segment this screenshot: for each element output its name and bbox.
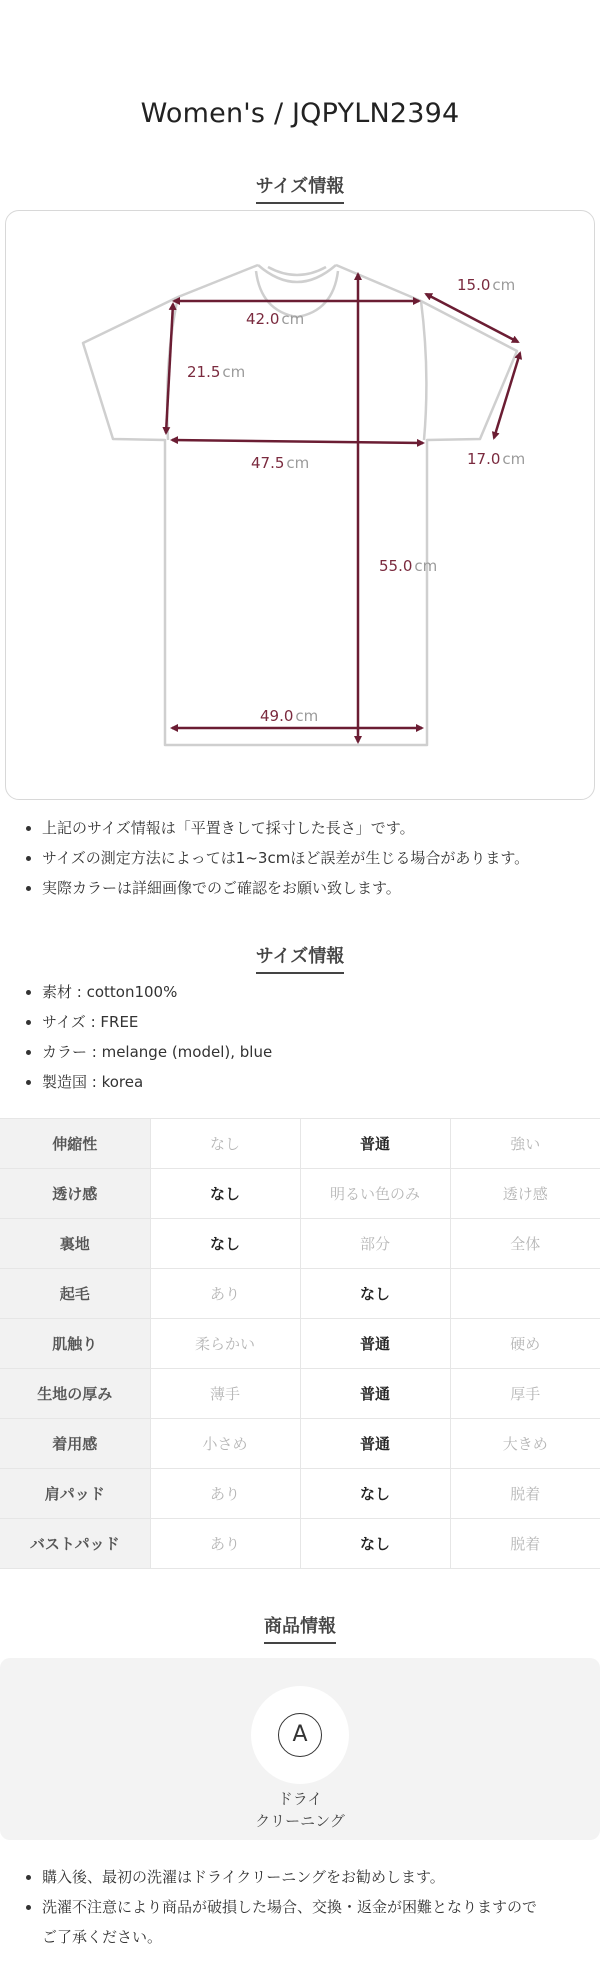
attribute-label: バストパッド <box>0 1519 150 1569</box>
sleeve-opening-label <box>467 450 525 468</box>
product-info-heading-text: 商品情報 <box>264 1612 336 1644</box>
care-instructions-box <box>0 1658 600 1840</box>
unit-text: cm <box>286 454 310 472</box>
size-info-heading-text: サイズ情報 <box>256 172 345 204</box>
attribute-option: なし <box>150 1119 300 1169</box>
attribute-option: 強い <box>450 1119 600 1169</box>
unit-text: cm <box>414 557 438 575</box>
product-info-heading <box>0 1612 600 1644</box>
unit-text: cm <box>222 363 246 381</box>
table-row <box>0 1269 600 1319</box>
attribute-label: 生地の厚み <box>0 1369 150 1419</box>
attribute-option: あり <box>150 1469 300 1519</box>
list-item: 上記のサイズ情報は「平置きして採寸した長さ」です。 <box>20 813 585 843</box>
tshirt-right-armhole <box>421 301 426 440</box>
attribute-label: 肌触り <box>0 1319 150 1369</box>
attribute-label: 起毛 <box>0 1269 150 1319</box>
spec-list <box>20 977 585 1097</box>
attribute-option: 透け感 <box>450 1169 600 1219</box>
body-width-line <box>172 440 423 443</box>
list-item: カラー : melange (model), blue <box>20 1037 585 1067</box>
spec-heading <box>0 942 600 974</box>
attribute-option: 薄手 <box>150 1369 300 1419</box>
list-item: 製造国 : korea <box>20 1067 585 1097</box>
attribute-label: 裏地 <box>0 1219 150 1269</box>
armhole-value: 21.5 <box>187 363 221 381</box>
chest-width-value: 42.0 <box>246 310 280 328</box>
page-title: Women's / JQPYLN2394 <box>140 98 460 129</box>
hem-width-label <box>260 707 318 725</box>
size-diagram <box>5 210 595 800</box>
attribute-option: 全体 <box>450 1219 600 1269</box>
attribute-option-selected: なし <box>300 1269 450 1319</box>
table-row <box>0 1169 600 1219</box>
size-info-heading <box>0 172 600 204</box>
table-row <box>0 1119 600 1169</box>
product-notes-list <box>20 1862 585 1952</box>
attribute-option-selected: なし <box>300 1519 450 1569</box>
table-row <box>0 1519 600 1569</box>
attribute-option: 硬め <box>450 1319 600 1369</box>
care-icon-circle <box>251 1686 349 1784</box>
tshirt-body-outline <box>83 265 517 745</box>
attribute-option-selected: 普通 <box>300 1319 450 1369</box>
measurement-lines <box>166 274 520 742</box>
sleeve-length-label <box>457 276 515 294</box>
list-item: サイズ : FREE <box>20 1007 585 1037</box>
attribute-label: 着用感 <box>0 1419 150 1469</box>
attribute-option-selected: なし <box>300 1469 450 1519</box>
total-length-value: 55.0 <box>379 557 413 575</box>
attribute-option: 脱着 <box>450 1469 600 1519</box>
attribute-option-selected: なし <box>150 1169 300 1219</box>
fabric-attribute-table <box>0 1118 600 1569</box>
attribute-option-selected: 普通 <box>300 1369 450 1419</box>
attribute-option: 脱着 <box>450 1519 600 1569</box>
attribute-option: あり <box>150 1519 300 1569</box>
attribute-option-selected: なし <box>150 1219 300 1269</box>
total-length-label <box>379 557 437 575</box>
unit-text: cm <box>492 276 516 294</box>
unit-text: cm <box>295 707 319 725</box>
sleeve-opening-value: 17.0 <box>467 450 501 468</box>
attribute-option <box>450 1269 600 1319</box>
unit-text: cm <box>281 310 305 328</box>
attribute-label: 伸縮性 <box>0 1119 150 1169</box>
attribute-option-selected: 普通 <box>300 1419 450 1469</box>
table-row <box>0 1369 600 1419</box>
sleeve-length-value: 15.0 <box>457 276 491 294</box>
armhole-label <box>187 363 245 381</box>
table-row <box>0 1469 600 1519</box>
attribute-label: 透け感 <box>0 1169 150 1219</box>
attribute-option: 柔らかい <box>150 1319 300 1369</box>
list-item: 洗濯不注意により商品が破損した場合、交換・返金が困難となりますので <box>20 1892 585 1922</box>
attribute-option: 明るい色のみ <box>300 1169 450 1219</box>
attribute-option-selected: 普通 <box>300 1119 450 1169</box>
list-item: 購入後、最初の洗濯はドライクリーニングをお勧めします。 <box>20 1862 585 1892</box>
body-width-value: 47.5 <box>251 454 285 472</box>
body-width-label <box>251 454 309 472</box>
tshirt-collar-back <box>268 267 326 275</box>
list-item-continuation: ご了承ください。 <box>42 1928 163 1946</box>
dry-clean-icon: A <box>278 1713 322 1757</box>
attribute-option: あり <box>150 1269 300 1319</box>
attribute-label: 肩パッド <box>0 1469 150 1519</box>
table-row <box>0 1419 600 1469</box>
spec-heading-text: サイズ情報 <box>256 942 345 974</box>
list-item: 実際カラーは詳細画像でのご確認をお願い致します。 <box>20 873 585 903</box>
table-row <box>0 1319 600 1369</box>
table-row <box>0 1219 600 1269</box>
unit-text: cm <box>502 450 526 468</box>
hem-width-value: 49.0 <box>260 707 294 725</box>
attribute-option: 小さめ <box>150 1419 300 1469</box>
sleeve-length-line <box>426 294 518 342</box>
attribute-option: 部分 <box>300 1219 450 1269</box>
size-notes-list <box>20 813 585 903</box>
list-item: 素材 : cotton100% <box>20 977 585 1007</box>
list-item: サイズの測定方法によっては1~3cmほど誤差が生じる場合があります。 <box>20 843 585 873</box>
care-label-line1: ドライ <box>277 1790 323 1808</box>
attribute-option: 厚手 <box>450 1369 600 1419</box>
chest-width-label <box>246 310 304 328</box>
attribute-option: 大きめ <box>450 1419 600 1469</box>
care-label-line2: クリーニング <box>255 1812 345 1830</box>
tshirt-outline <box>83 265 517 745</box>
